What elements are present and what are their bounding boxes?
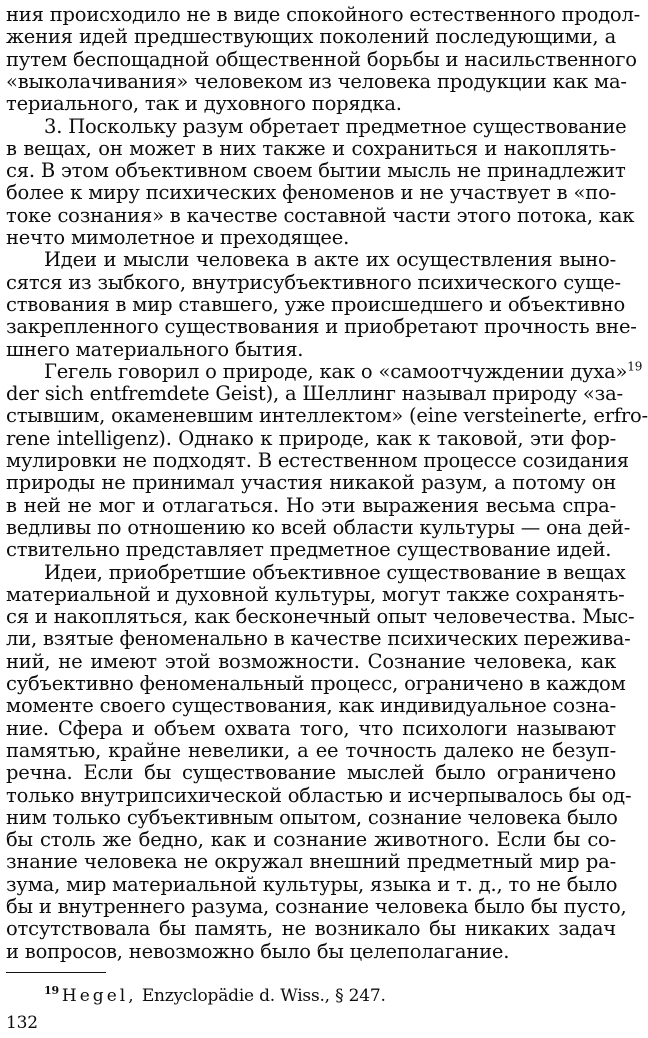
text-line-content: отсутствовала бы память, не возникало бы никаких задач — [6, 917, 616, 941]
text-line-content: ствительно представляет предметное существование идей. — [6, 538, 612, 562]
footnote — [44, 985, 604, 1007]
text-line-content: памятью, крайне невелики, а ее точность далеко не безуп- — [6, 738, 616, 762]
text-line — [6, 939, 616, 965]
text-line-content: стывшим, окаменевшим интеллектом» (eine versteinerte, erfro- — [6, 404, 648, 428]
text-line-content: шнего материального бытия. — [6, 337, 304, 361]
text-line-content: Гегель говорил о природе, как о «самоотчуждении духа» — [44, 359, 628, 383]
text-line-content: более к миру психических феноменов и не участвует в «по- — [6, 181, 616, 205]
text-line-content: знание человека не окружал внешний предметный мир ра- — [6, 850, 616, 874]
text-line-content: закрепленного существования и приобретают прочность вне- — [6, 315, 637, 339]
text-line-content: ние. Сфера и объем охвата того, что психологи называют — [6, 716, 616, 740]
text-line-content: в ней не мог и отлагаться. Но эти выражения весьма спра- — [6, 493, 616, 517]
text-line-content: ли, взятые феноменально в качестве психических пережива- — [6, 627, 631, 651]
text-line-content: материальной и духовной культуры, могут также сохранять- — [6, 582, 625, 606]
text-line-content: токе сознания» в качестве составной части этого потока, как — [6, 203, 635, 227]
text-line-content: ся. В этом объективном своем бытии мысль не принадлежит — [6, 159, 626, 183]
footnote-reference: 19 — [627, 359, 643, 374]
text-line-content: rene intelligenz). Однако к природе, как к таковой, эти фор- — [6, 426, 616, 450]
page-number: 132 — [6, 1013, 38, 1033]
text-line-content: зума, мир материальной культуры, языка и т. д., то не было — [6, 872, 618, 896]
text-line-content: только внутрипсихической областью и исчерпывалось бы од- — [6, 783, 632, 807]
text-line-content: 3. Поскольку разум обретает предметное существование — [44, 114, 627, 138]
text-line-content: мулировки не подходят. В естественном процессе созидания — [6, 449, 629, 472]
text-line-content: путем беспощадной общественной борьбы и насильственного — [6, 47, 637, 71]
text-line-content: бы столь же бедно, как и сознание животного. Если бы со- — [6, 828, 616, 852]
text-line-content: нечто мимолетное и преходящее. — [6, 226, 350, 249]
text-line-content: Идеи, приобретшие объективное существование в вещах — [44, 560, 626, 584]
text-line-content: моменте своего существования, как индивидуальное созна- — [6, 694, 616, 718]
text-line-content: жения идей предшествующих поколений последующими, а — [6, 25, 616, 49]
text-line-content: субъективно феноменальный процесс, ограничено в каждом — [6, 672, 626, 695]
text-line-content: природы не принимал участия никакой разум, а потому он — [6, 471, 616, 495]
text-line-content: ния происходило не в виде спокойного естественного продол- — [6, 3, 641, 26]
text-line-content: ведливы по отношению ко всей области культуры — она дей- — [6, 515, 631, 539]
text-line-content: сятся из зыбкого, внутрисубъективного психического суще- — [6, 270, 621, 294]
text-line-content: ним только субъективным опытом, сознание человека было — [6, 805, 618, 829]
text-line-content: der sich entfremdete Geist), а Шеллинг называл природу «за- — [6, 382, 623, 406]
text-line-content: ний, не имеют этой возможности. Сознание человека, как — [6, 649, 616, 673]
text-line-content: в вещах, он может в них также и сохраниться и накоплять- — [6, 136, 616, 160]
text-line-content: бы и внутреннего разума, сознание человека было бы пусто, — [6, 895, 627, 918]
footnote-author: Hegel, — [61, 986, 137, 1006]
text-line-content: ствования в мир ставшего, уже происшедшего и объективно — [6, 292, 625, 316]
text-line-content: териального, так и духовного порядка. — [6, 92, 402, 116]
footnote-number: 19 — [44, 984, 59, 998]
text-line-content: «выколачивания» человеком из человека продукции как ма- — [6, 69, 627, 93]
text-line-content: ся и накопляться, как бесконечный опыт человечества. Мыс- — [6, 605, 635, 629]
text-line-content: речна. Если бы существование мыслей было ограничено — [6, 761, 616, 785]
text-line-content: и вопросов, невозможно было бы целеполагание. — [6, 939, 510, 963]
text-line-content: Идеи и мысли человека в акте их осуществления выно- — [44, 248, 616, 272]
footnote-separator — [6, 972, 106, 973]
footnote-text: Enzyclopädie d. Wiss., § 247. — [141, 986, 386, 1006]
